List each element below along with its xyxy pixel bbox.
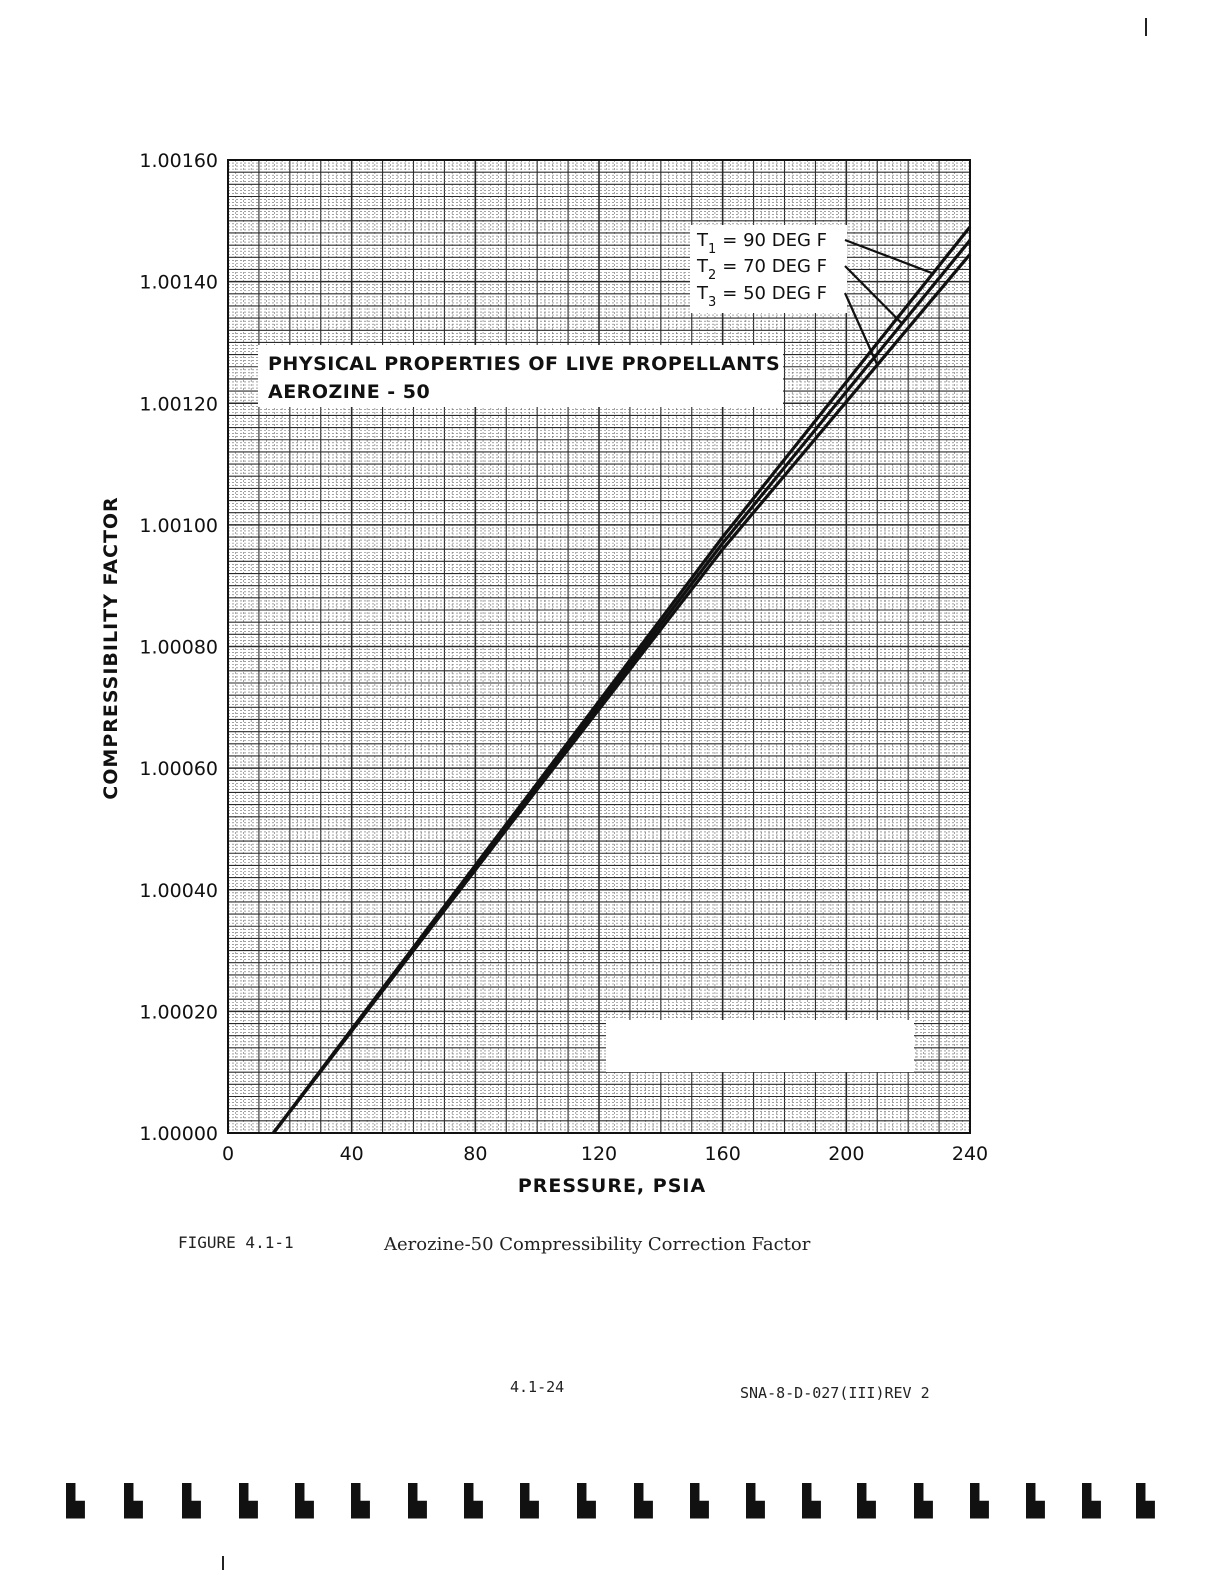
edge-mark: ▙ bbox=[914, 1484, 933, 1519]
y-tick-label: 1.00080 bbox=[139, 636, 218, 659]
edge-mark: ▙ bbox=[857, 1484, 876, 1519]
x-tick-label: 80 bbox=[463, 1143, 488, 1165]
edge-mark: ▙ bbox=[124, 1484, 143, 1519]
edge-mark: ▙ bbox=[1136, 1484, 1155, 1519]
edge-mark: ▙ bbox=[1026, 1484, 1045, 1519]
edge-mark: ▙ bbox=[802, 1484, 821, 1519]
margin-mark bbox=[1145, 18, 1147, 36]
x-tick-label: 200 bbox=[828, 1143, 865, 1165]
y-tick-label: 1.00000 bbox=[139, 1123, 218, 1145]
edge-mark: ▙ bbox=[520, 1484, 539, 1519]
y-tick-label: 1.00040 bbox=[139, 879, 218, 902]
edge-mark: ▙ bbox=[66, 1484, 85, 1519]
y-tick-label: 1.00160 bbox=[139, 150, 218, 172]
y-tick-label: 1.00060 bbox=[139, 758, 218, 781]
page-number: 4.1-24 bbox=[510, 1378, 565, 1396]
title-box bbox=[258, 345, 783, 407]
y-tick-label: 1.00020 bbox=[139, 1001, 218, 1024]
x-tick-label: 160 bbox=[704, 1143, 741, 1165]
x-tick-label: 240 bbox=[951, 1143, 989, 1165]
document-id: SNA-8-D-027(III)REV 2 bbox=[740, 1384, 930, 1402]
legend-label: $T_1 = 90$ DEG F bbox=[697, 230, 827, 257]
figure-number: FIGURE 4.1-1 bbox=[178, 1233, 294, 1252]
margin-mark bbox=[222, 1556, 224, 1570]
x-axis-title: PRESSURE, PSIA bbox=[517, 1175, 707, 1197]
legend-label: $T_3 = 50$ DEG F bbox=[697, 283, 827, 310]
edge-mark: ▙ bbox=[408, 1484, 427, 1519]
x-tick-label: 40 bbox=[339, 1143, 364, 1165]
edge-mark: ▙ bbox=[690, 1484, 709, 1519]
blank-label-box bbox=[606, 1020, 914, 1072]
x-tick-label: 0 bbox=[221, 1143, 235, 1165]
x-tick-label: 120 bbox=[580, 1143, 618, 1165]
edge-mark: ▙ bbox=[577, 1484, 596, 1519]
edge-mark: ▙ bbox=[464, 1484, 483, 1519]
edge-mark: ▙ bbox=[970, 1484, 989, 1519]
legend-label: $T_2 = 70$ DEG F bbox=[697, 256, 827, 283]
chart-grid bbox=[228, 160, 970, 1133]
figure-title: Aerozine-50 Compressibility Correction Factor bbox=[384, 1234, 811, 1255]
edge-mark: ▙ bbox=[634, 1484, 653, 1519]
chart-title: PHYSICAL PROPERTIES OF LIVE PROPELLANTS bbox=[268, 353, 781, 375]
edge-mark: ▙ bbox=[295, 1484, 314, 1519]
y-tick-label: 1.00120 bbox=[139, 393, 218, 416]
edge-mark: ▙ bbox=[351, 1484, 370, 1519]
y-tick-label: 1.00140 bbox=[139, 271, 218, 294]
chart-subtitle: AEROZINE - 50 bbox=[268, 381, 431, 403]
y-axis-title: COMPRESSIBILITY FACTOR bbox=[100, 496, 122, 800]
edge-mark: ▙ bbox=[182, 1484, 201, 1519]
edge-mark: ▙ bbox=[239, 1484, 258, 1519]
edge-mark: ▙ bbox=[746, 1484, 765, 1519]
edge-mark: ▙ bbox=[1082, 1484, 1101, 1519]
y-tick-label: 1.00100 bbox=[139, 514, 218, 537]
